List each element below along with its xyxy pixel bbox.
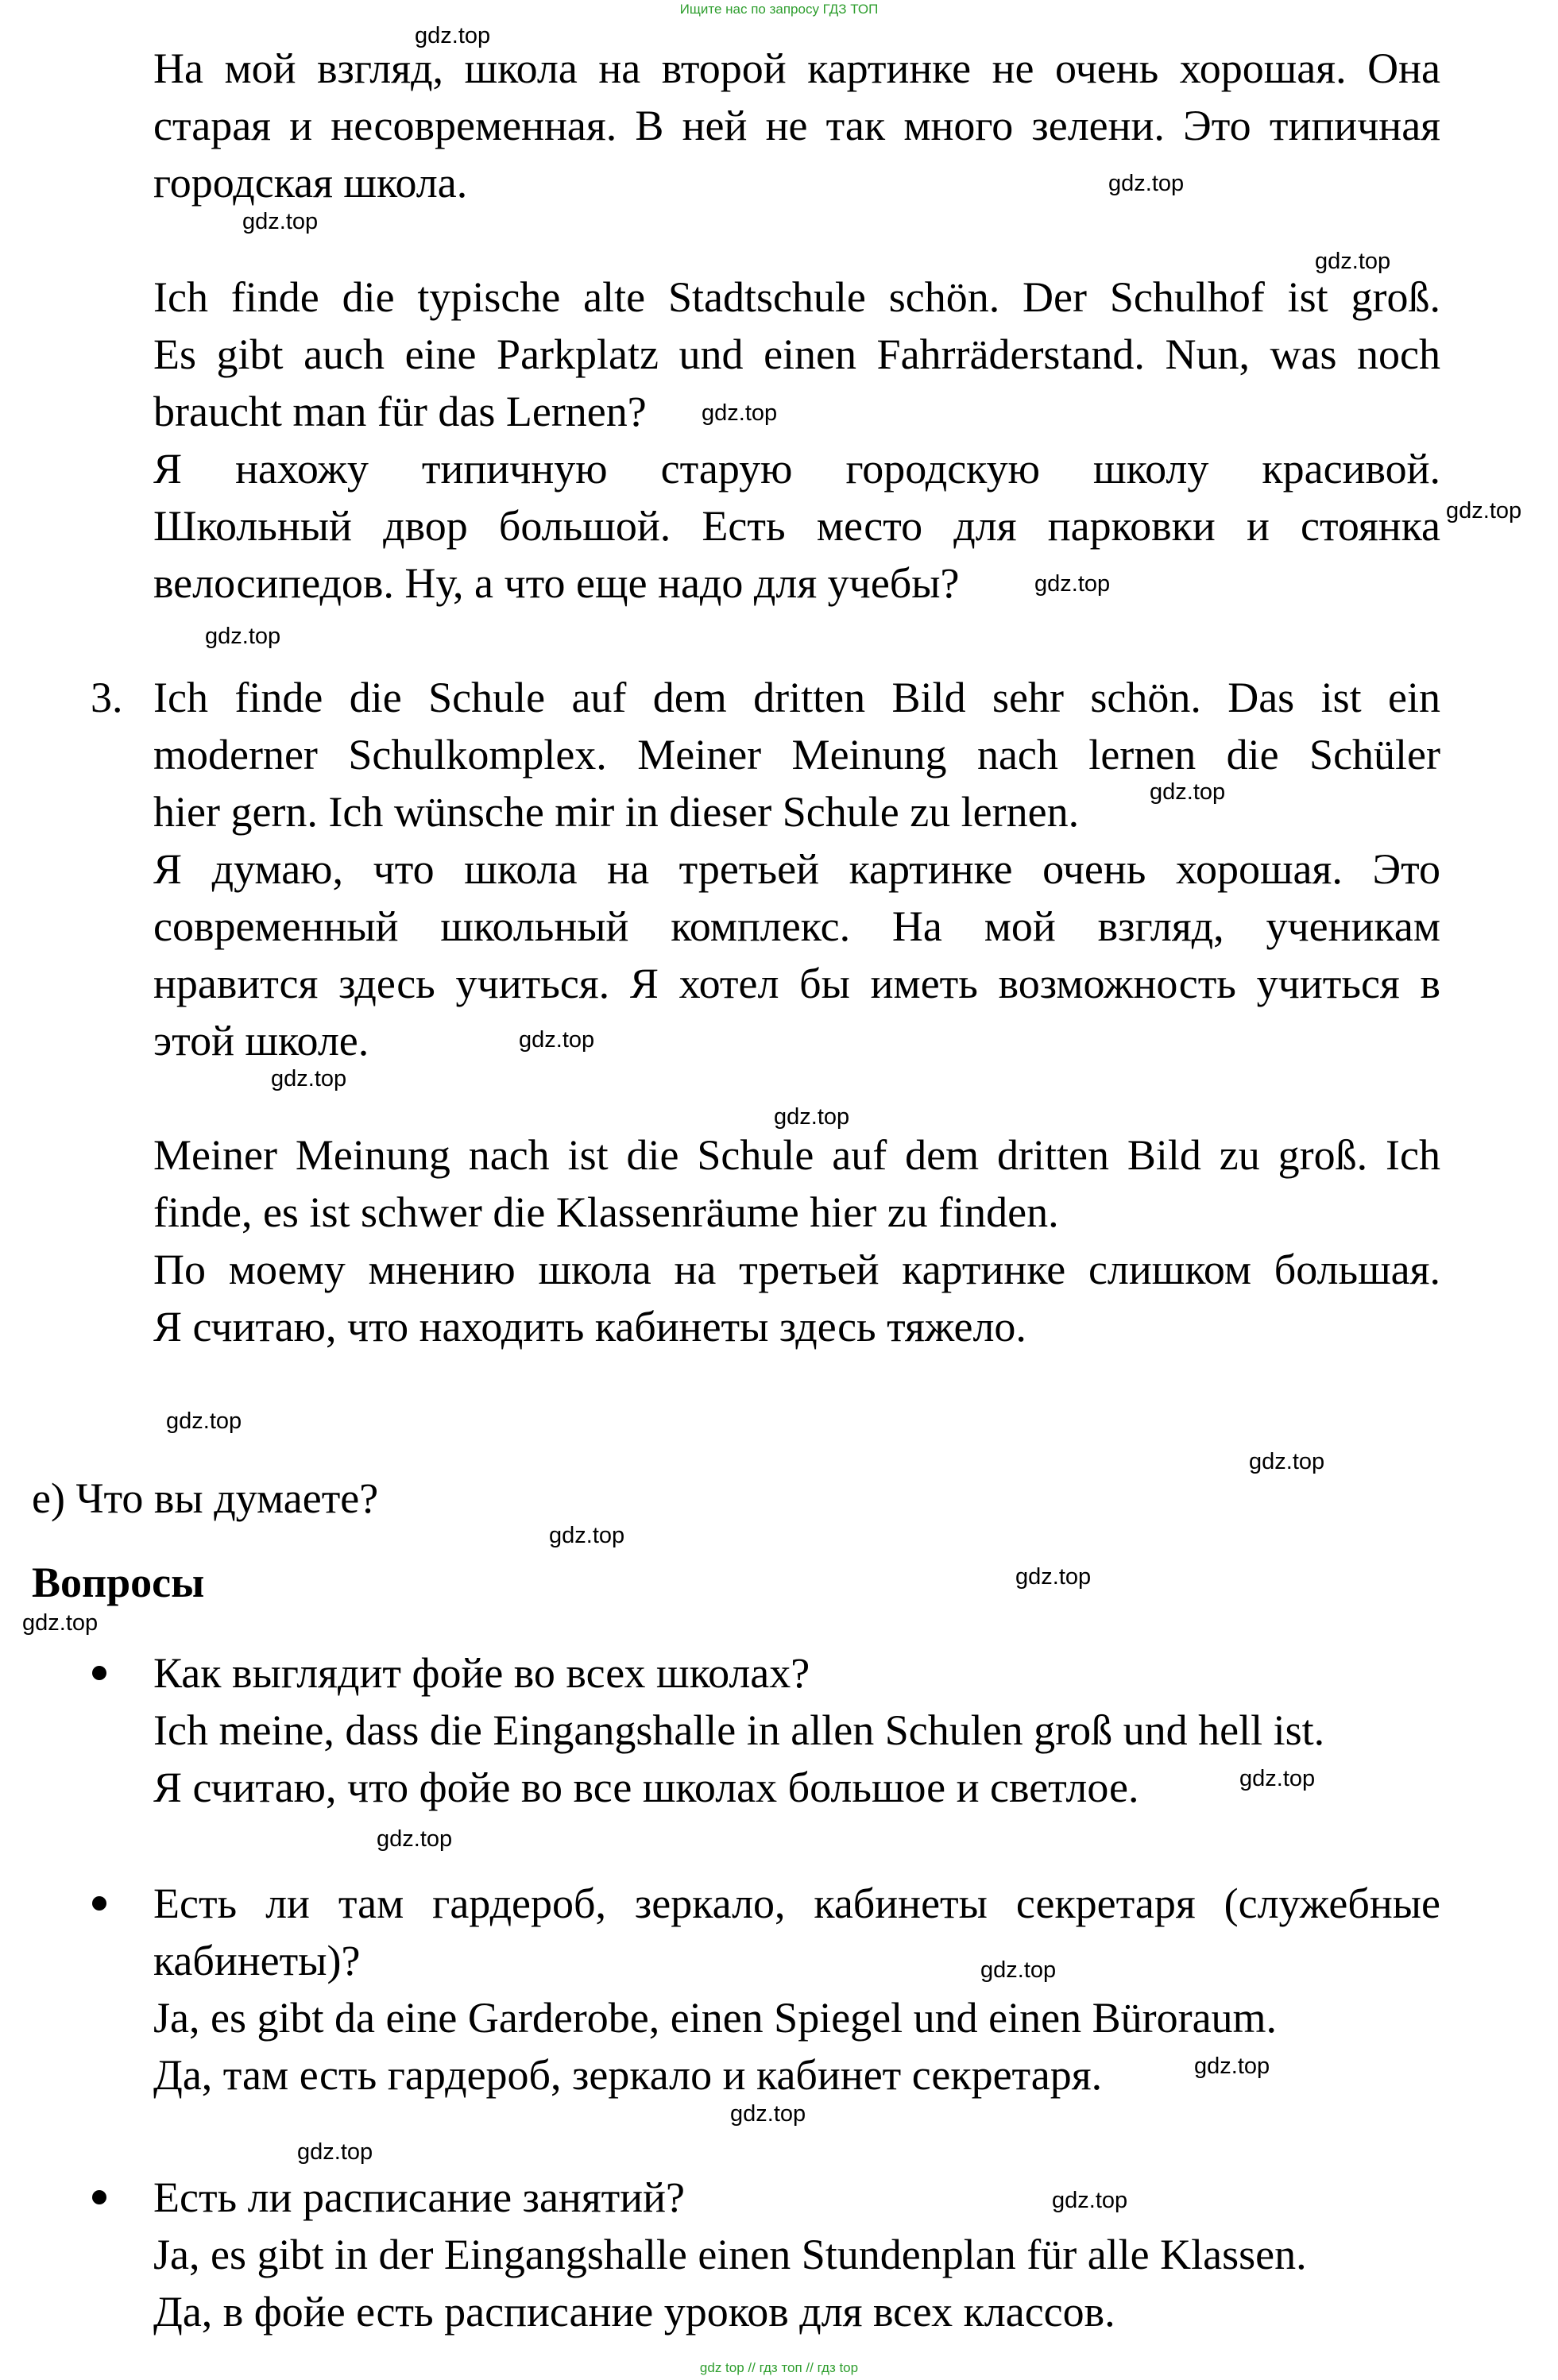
bullet-2	[92, 1896, 106, 1911]
item3b-ru-line-2: Я считаю, что находить кабинеты здесь тяжело.	[153, 1303, 1026, 1350]
item3-ru-line-1: Я думаю, что школа на третьей картинке очень хорошая. Это	[153, 845, 1440, 893]
questions-heading: Вопросы	[32, 1559, 205, 1606]
bottom-banner: gdz top // гдз топ // гдз top	[699, 2360, 859, 2375]
watermark: gdz.top	[22, 1610, 99, 1636]
watermark: gdz.top	[415, 23, 491, 48]
block2-ru-line-1: Я нахожу типичную старую городскую школу красивой.	[153, 445, 1440, 493]
watermark: gdz.top	[980, 1957, 1057, 1983]
block2-ru-line-3: велосипедов. Ну, а что еще надо для учебы?	[153, 559, 960, 607]
bullet-1	[92, 1666, 106, 1680]
watermark: gdz.top	[730, 2101, 806, 2127]
watermark: gdz.top	[205, 624, 281, 649]
block2-ru-line-2: Школьный двор большой. Есть место для парковки и стоянка	[153, 502, 1440, 550]
watermark: gdz.top	[242, 209, 319, 234]
watermark: gdz.top	[702, 400, 778, 426]
bullet-3	[92, 2190, 106, 2204]
item3-de-line-2: moderner Schulkomplex. Meiner Meinung nach lernen die Schüler	[153, 731, 1440, 779]
question-2-text-line-2: кабинеты)?	[153, 1937, 361, 1984]
item-3-number: 3.	[91, 674, 123, 721]
item3-ru-line-2: современный школьный комплекс. На мой взгляд, ученикам	[153, 902, 1440, 950]
question-3-text: Есть ли расписание занятий?	[153, 2173, 686, 2221]
watermark: gdz.top	[1015, 1564, 1092, 1590]
watermark: gdz.top	[1052, 2188, 1128, 2213]
section-e-title: е) Что вы думаете?	[32, 1474, 379, 1522]
block1-ru-line-1: На мой взгляд, школа на второй картинке не очень хорошая. Она	[153, 44, 1440, 92]
question-3-ru: Да, в фойе есть расписание уроков для всех классов.	[153, 2288, 1115, 2336]
block2-de-line-1: Ich finde die typische alte Stadtschule schön. Der Schulhof ist groß.	[153, 273, 1440, 321]
watermark: gdz.top	[1315, 249, 1391, 274]
watermark: gdz.top	[1034, 571, 1111, 597]
block2-de-line-3: braucht man für das Lernen?	[153, 388, 647, 435]
watermark: gdz.top	[377, 1826, 453, 1852]
question-1-ru: Я считаю, что фойе во все школах большое и светлое.	[153, 1764, 1139, 1811]
top-banner: Ищите нас по запросу ГДЗ ТОП	[679, 2, 879, 17]
item3b-ru-line-1: По моему мнению школа на третьей картинке слишком большая.	[153, 1246, 1440, 1293]
item3-de-line-1: Ich finde die Schule auf dem dritten Bild sehr schön. Das ist ein	[153, 674, 1440, 721]
watermark: gdz.top	[271, 1066, 347, 1091]
item3-ru-line-4: этой школе.	[153, 1017, 369, 1064]
item3-de-line-3: hier gern. Ich wünsche mir in dieser Schule zu lernen.	[153, 788, 1080, 836]
question-2-de: Ja, es gibt da eine Garderobe, einen Spiegel und einen Büroraum.	[153, 1994, 1278, 2042]
watermark: gdz.top	[549, 1523, 625, 1548]
watermark: gdz.top	[297, 2139, 373, 2165]
item3-ru-line-3: нравится здесь учиться. Я хотел бы иметь возможность учиться в	[153, 960, 1440, 1007]
block2-de-line-2: Es gibt auch eine Parkplatz und einen Fahrräderstand. Nun, was noch	[153, 330, 1440, 378]
watermark: gdz.top	[774, 1104, 850, 1130]
item3b-de-line-2: finde, es ist schwer die Klassenräume hier zu finden.	[153, 1188, 1059, 1236]
watermark: gdz.top	[519, 1027, 595, 1053]
watermark: gdz.top	[1249, 1449, 1325, 1474]
question-2-text-line-1: Есть ли там гардероб, зеркало, кабинеты секретаря (служебные	[153, 1880, 1440, 1927]
question-2-ru: Да, там есть гардероб, зеркало и кабинет секретаря.	[153, 2051, 1103, 2099]
question-1-de: Ich meine, dass die Eingangshalle in allen Schulen groß und hell ist.	[153, 1706, 1325, 1754]
watermark: gdz.top	[166, 1408, 242, 1434]
watermark: gdz.top	[1446, 498, 1522, 524]
block1-ru-line-2: старая и несовременная. В ней не так много зелени. Это типичная	[153, 102, 1440, 149]
watermark: gdz.top	[1239, 1766, 1316, 1791]
watermark: gdz.top	[1108, 171, 1185, 196]
question-3-de: Ja, es gibt in der Eingangshalle einen Stundenplan für alle Klassen.	[153, 2231, 1307, 2278]
watermark: gdz.top	[1194, 2054, 1270, 2079]
question-1-text: Как выглядит фойе во всех школах?	[153, 1649, 810, 1697]
watermark: gdz.top	[1150, 779, 1226, 805]
block1-ru-line-3: городская школа.	[153, 159, 468, 207]
item3b-de-line-1: Meiner Meinung nach ist die Schule auf dem dritten Bild zu groß. Ich	[153, 1131, 1440, 1179]
